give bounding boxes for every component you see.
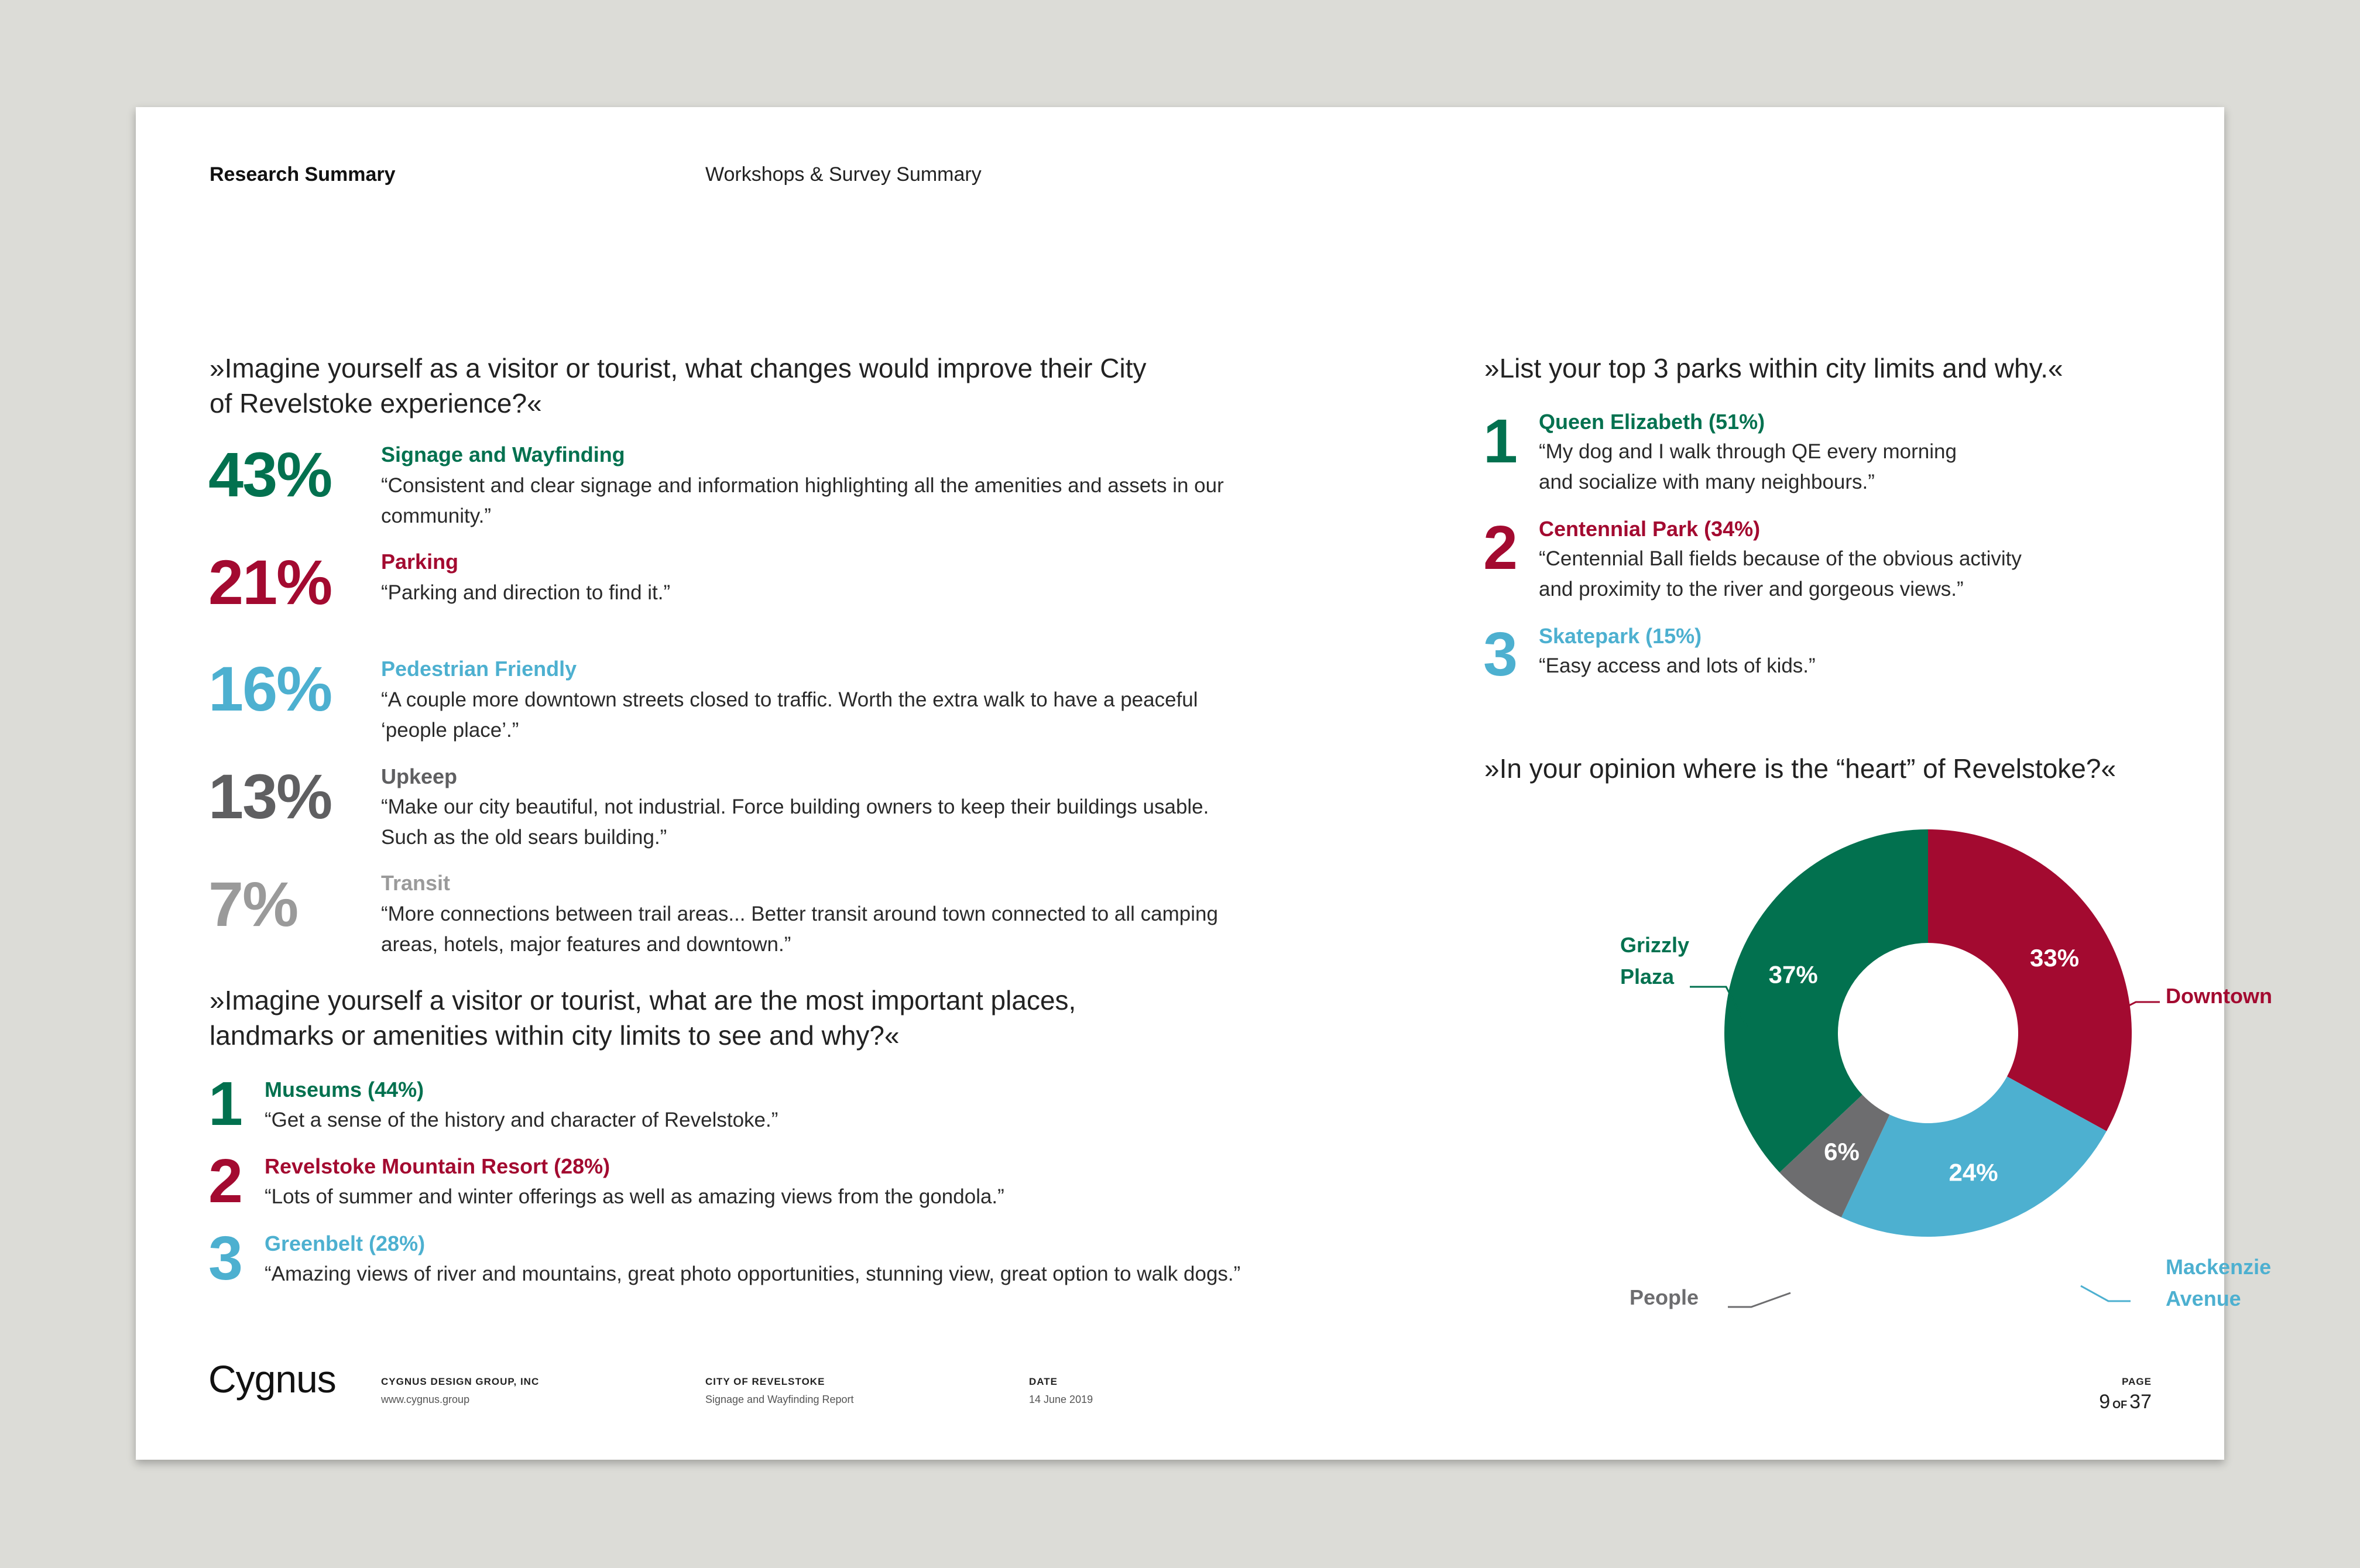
q2-item-title: Museums (44%) xyxy=(265,1078,424,1102)
footer-date: 14 June 2019 xyxy=(1029,1394,1093,1405)
q1-item-quote: “Consistent and clear signage and information highlighting all the amenities and assets in our community.” xyxy=(381,474,1224,527)
q2-rank-number: 2 xyxy=(208,1147,243,1216)
donut-category-label-grizzly-plaza: Grizzly Plaza xyxy=(1620,933,1690,989)
report-page xyxy=(136,107,2272,1460)
q2-item-quote: “Get a sense of the history and character of Revelstoke.” xyxy=(265,1109,778,1131)
q2-rank-number: 1 xyxy=(208,1069,243,1138)
q3-item-quote: “Easy access and lots of kids.” xyxy=(1539,654,1816,677)
q3-rank-number: 1 xyxy=(1483,407,1518,476)
donut-leader-line-mackenzie-avenue xyxy=(2081,1286,2131,1301)
cygnus-logo: Cygnus xyxy=(208,1357,336,1401)
q1-item-percent: 21% xyxy=(208,547,332,617)
q3-rank-number: 2 xyxy=(1483,513,1518,582)
q3-item-quote: “Centennial Ball fields because of the obvious activity and proximity to the river and gorgeous views.” xyxy=(1539,547,2022,601)
q3-rank-number: 3 xyxy=(1483,620,1518,689)
q2-item-title: Greenbelt (28%) xyxy=(265,1231,426,1255)
q2-item-quote: “Amazing views of river and mountains, great photo opportunities, stunning view, great option to walk dogs.” xyxy=(265,1262,1241,1285)
subsection-title: Workshops & Survey Summary xyxy=(705,163,982,186)
q1-item-title: Pedestrian Friendly xyxy=(381,657,577,681)
q1-item-title: Parking xyxy=(381,550,459,574)
q1-item-quote: “Parking and direction to find it.” xyxy=(381,581,671,604)
donut-value-label-mackenzie-avenue: 24% xyxy=(1949,1158,1998,1186)
q2-item-title: Revelstoke Mountain Resort (28%) xyxy=(265,1154,610,1178)
q2-rank-number: 3 xyxy=(208,1224,243,1293)
donut-category-label-mackenzie-avenue: Mackenzie Avenue xyxy=(2166,1255,2272,1310)
q1-item-quote: “More connections between trail areas... Better transit around town connected to all camping areas, hotels, major features and downtown.” xyxy=(381,903,1218,956)
q3-item-title: Skatepark (15%) xyxy=(1539,624,1702,648)
footer-page-number: 9 OF 37 xyxy=(2099,1391,2152,1413)
question-2: »Imagine yourself a visitor or tourist, what are the most important places, landmarks or amenities within city limits to see and why?« xyxy=(210,985,1076,1051)
q1-item-quote: “Make our city beautiful, not industrial. Force building owners to keep their buildings usable. Such as the old sears building.” xyxy=(381,795,1209,849)
donut-value-label-downtown: 33% xyxy=(2030,944,2080,972)
q3-item-quote: “My dog and I walk through QE every morning and socialize with many neighbours.” xyxy=(1539,440,1957,493)
question-3: »List your top 3 parks within city limits and why.« xyxy=(1484,353,2063,383)
footer-company: CYGNUS DESIGN GROUP, INC xyxy=(381,1376,540,1387)
q1-item-title: Upkeep xyxy=(381,764,458,788)
q1-item-percent: 43% xyxy=(208,439,332,510)
question-1: »Imagine yourself as a visitor or tourist, what changes would improve their City of Revelstoke experience?« xyxy=(210,353,1147,418)
q2-item-quote: “Lots of summer and winter offerings as well as amazing views from the gondola.” xyxy=(265,1185,1004,1208)
q1-item-percent: 7% xyxy=(208,869,298,939)
donut-leader-line-people xyxy=(1728,1293,1790,1307)
question-4: »In your opinion where is the “heart” of Revelstoke?« xyxy=(1484,753,2117,784)
q1-item-percent: 16% xyxy=(208,653,332,724)
q1-item-percent: 13% xyxy=(208,761,332,832)
footer-page-label: PAGE xyxy=(2122,1376,2152,1387)
q1-item-quote: “A couple more downtown streets closed to traffic. Worth the extra walk to have a peaceful ‘people place’.” xyxy=(381,688,1198,742)
footer-date-label: DATE xyxy=(1029,1376,1058,1387)
footer-website: www.cygnus.group xyxy=(381,1394,470,1405)
section-title: Research Summary xyxy=(210,163,396,186)
donut-category-label-downtown: Downtown xyxy=(2166,984,2272,1008)
footer-report: Signage and Wayfinding Report xyxy=(705,1394,854,1405)
heart-donut-chart xyxy=(1435,798,2272,1360)
donut-value-label-people: 6% xyxy=(1824,1138,1860,1166)
q1-item-title: Transit xyxy=(381,871,451,895)
q1-item-title: Signage and Wayfinding xyxy=(381,442,625,466)
donut-value-label-grizzly-plaza: 37% xyxy=(1768,960,1818,989)
footer-client: CITY OF REVELSTOKE xyxy=(705,1376,825,1387)
donut-slice-downtown xyxy=(1928,829,2132,1131)
q3-item-title: Centennial Park (34%) xyxy=(1539,517,1761,541)
donut-category-label-people: People xyxy=(1629,1285,1699,1309)
q3-item-title: Queen Elizabeth (51%) xyxy=(1539,410,1765,434)
